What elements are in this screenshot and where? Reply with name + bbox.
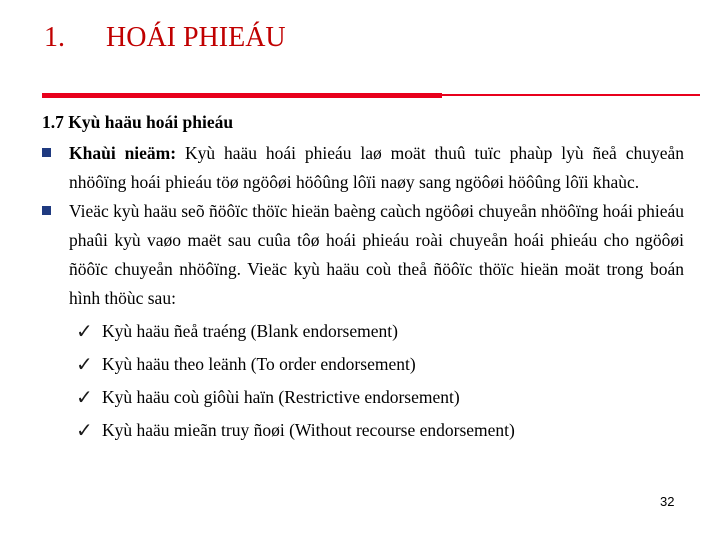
- list-item: [76, 317, 684, 346]
- checkmark-icon: ✓: [76, 319, 93, 343]
- list-item-text: Kyù haäu ñeå traéng (Blank endorsement): [102, 321, 398, 341]
- list-item: [76, 416, 684, 445]
- list-item: [76, 350, 684, 379]
- endorsement-types-list: [42, 317, 684, 445]
- list-item-text: Kyù haäu coù giôùi haïn (Restrictive endorsement): [102, 387, 460, 407]
- bullet-text: Kyù haäu hoái phieáu laø moät thuû tuïc phaùp lyù ñeå chuyeån nhöôïng hoái phieáu töø ngöôøi höôûng lôïi naøy sang ngöôøi höôûng lôïi khaùc.: [69, 143, 684, 192]
- list-item-text: Kyù haäu theo leänh (To order endorsement): [102, 354, 416, 374]
- title-text: HOÁI PHIEÁU: [106, 22, 286, 53]
- list-item-text: Kyù haäu mieãn truy ñoøi (Without recourse endorsement): [102, 420, 515, 440]
- bullet-lead: Khaùi nieäm:: [69, 143, 177, 163]
- title-underline-thick: [42, 93, 442, 98]
- square-bullet-icon: [42, 206, 51, 215]
- slide-body: [42, 108, 684, 449]
- checkmark-icon: ✓: [76, 418, 93, 442]
- title-underline-thin: [442, 94, 700, 96]
- section-heading: 1.7 Kyù haäu hoái phieáu: [42, 112, 234, 132]
- list-item: [76, 383, 684, 412]
- page-number: 32: [660, 494, 675, 509]
- square-bullet-icon: [42, 148, 51, 157]
- checkmark-icon: ✓: [76, 352, 93, 376]
- bullet-text: Vieäc kyù haäu seõ ñöôïc thöïc hieän baèng caùch ngöôøi chuyeån nhöôïng hoái phieáu phaûi kyù vaøo maët sau cuûa tôø hoái phieáu roài chuyeån hoái phieáu cho ngöôøi ñöôïc chuyeån nhöôïng. Vieäc kyù haäu coù theå ñöôïc thöïc hieän moät trong boán hình thöùc sau:: [69, 201, 684, 308]
- checkmark-icon: ✓: [76, 385, 93, 409]
- title-number: 1.: [44, 22, 65, 53]
- bullet-procedure: [42, 197, 684, 313]
- slide-title: [44, 22, 286, 54]
- bullet-definition: [42, 139, 684, 197]
